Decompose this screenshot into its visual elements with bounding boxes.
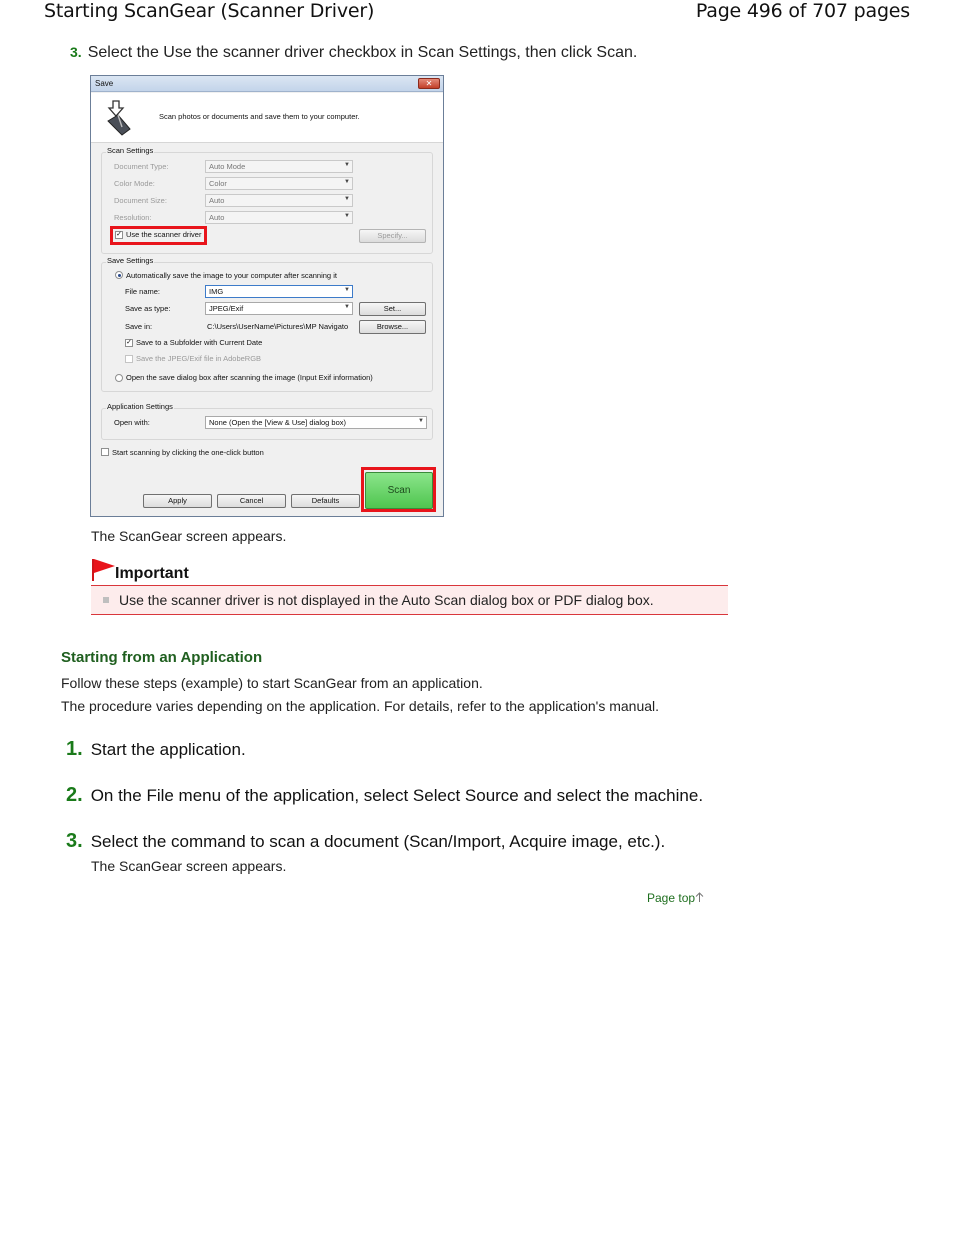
save-in-label: Save in: (125, 322, 153, 331)
color-mode-label: Color Mode: (114, 179, 155, 188)
one-click-label: Start scanning by clicking the one-click button (112, 448, 264, 457)
caption-screen-appears: The ScanGear screen appears. (91, 528, 287, 544)
step-text: Select the Use the scanner driver checkbox in Scan Settings, then click Scan. (87, 44, 638, 61)
step-number: 3. (66, 830, 83, 852)
important-title: Important (115, 565, 189, 582)
open-with-label: Open with: (114, 418, 150, 427)
resolution-select[interactable]: Auto ▼ (205, 211, 353, 224)
step-number: 1. (66, 738, 83, 760)
page-header-title: Starting ScanGear (Scanner Driver) (44, 0, 375, 22)
scan-button[interactable]: Scan (365, 472, 433, 509)
open-dialog-label: Open the save dialog box after scanning the image (Input Exif information) (126, 373, 373, 382)
save-settings-title: Save Settings (107, 256, 154, 265)
file-name-input[interactable]: IMG ▼ (205, 285, 353, 298)
use-driver-checkbox[interactable]: ✓ (116, 231, 122, 238)
dialog-banner (91, 93, 443, 143)
section-heading: Starting from an Application (61, 649, 263, 666)
auto-save-radio[interactable] (115, 271, 123, 279)
chevron-down-icon: ▼ (344, 304, 350, 310)
set-button[interactable]: Set... (359, 302, 426, 316)
save-in-path: C:\Users\UserName\Pictures\MP Navigato (207, 322, 349, 331)
scan-settings-title: Scan Settings (107, 146, 154, 155)
one-click-checkbox[interactable] (101, 448, 109, 456)
browse-button[interactable]: Browse... (359, 320, 426, 334)
page-top-label: Page top (647, 891, 696, 905)
highlight-box-use-driver (110, 226, 207, 245)
page-top-link[interactable] (647, 891, 704, 905)
open-with-select[interactable]: None (Open the [View & Use] dialog box) ▼ (205, 416, 427, 429)
step-number: 3. (70, 44, 82, 60)
section-para-1: Follow these steps (example) to start ScanGear from an application. (61, 675, 483, 691)
dialog-title: Save (95, 79, 114, 88)
apply-button[interactable]: Apply (143, 494, 212, 508)
caption-screen-appears-2: The ScanGear screen appears. (91, 858, 287, 874)
important-item: Use the scanner driver is not displayed in the Auto Scan dialog box or PDF dialog box. (119, 592, 654, 608)
adobergb-label: Save the JPEG/Exif file in AdobeRGB (136, 354, 262, 363)
adobergb-checkbox[interactable] (125, 355, 133, 363)
subfolder-label: Save to a Subfolder with Current Date (136, 338, 263, 347)
flag-icon (91, 558, 117, 582)
chevron-down-icon: ▼ (344, 213, 350, 219)
file-name-label: File name: (125, 287, 161, 296)
chevron-down-icon: ▼ (344, 162, 350, 168)
chevron-down-icon: ▼ (344, 287, 350, 293)
scanner-save-icon (105, 99, 135, 137)
resolution-label: Resolution: (114, 213, 152, 222)
section-para-2: The procedure varies depending on the application. For details, refer to the application's manual. (61, 698, 660, 714)
arrow-up-icon (695, 892, 704, 903)
document-size-select[interactable]: Auto ▼ (205, 194, 353, 207)
chevron-down-icon: ▼ (344, 179, 350, 185)
step-1 (66, 738, 246, 761)
chevron-down-icon: ▼ (418, 418, 424, 424)
step-3-intro (70, 44, 637, 62)
step-text: Select the command to scan a document (Scan/Import, Acquire image, etc.). (90, 832, 666, 851)
specify-button[interactable]: Specify... (359, 229, 426, 243)
step-3 (66, 830, 665, 853)
document-size-label: Document Size: (114, 196, 167, 205)
defaults-button[interactable]: Defaults (291, 494, 360, 508)
close-icon[interactable]: ✕ (418, 78, 440, 89)
save-dialog-screenshot (90, 75, 444, 517)
subfolder-checkbox[interactable]: ✓ (126, 339, 132, 346)
step-text: On the File menu of the application, select Select Source and select the machine. (90, 786, 704, 805)
page-header-page-info: Page 496 of 707 pages (695, 0, 910, 22)
highlight-box-scan (361, 467, 436, 512)
cancel-button[interactable]: Cancel (217, 494, 286, 508)
application-settings-title: Application Settings (107, 402, 173, 411)
step-2 (66, 784, 703, 807)
auto-save-label: Automatically save the image to your computer after scanning it (126, 271, 337, 280)
chevron-down-icon: ▼ (344, 196, 350, 202)
dialog-title-bar (91, 76, 443, 92)
document-type-select[interactable]: Auto Mode ▼ (205, 160, 353, 173)
step-number: 2. (66, 784, 83, 806)
bullet-icon (103, 597, 109, 603)
open-dialog-radio[interactable] (115, 374, 123, 382)
step-text: Start the application. (90, 740, 246, 759)
use-driver-label: Use the scanner driver (126, 230, 202, 239)
save-as-type-select[interactable]: JPEG/Exif ▼ (205, 302, 353, 315)
important-box (91, 585, 728, 615)
save-as-type-label: Save as type: (125, 304, 171, 313)
document-type-label: Document Type: (114, 162, 169, 171)
banner-text: Scan photos or documents and save them to your computer. (159, 112, 360, 121)
color-mode-select[interactable]: Color ▼ (205, 177, 353, 190)
